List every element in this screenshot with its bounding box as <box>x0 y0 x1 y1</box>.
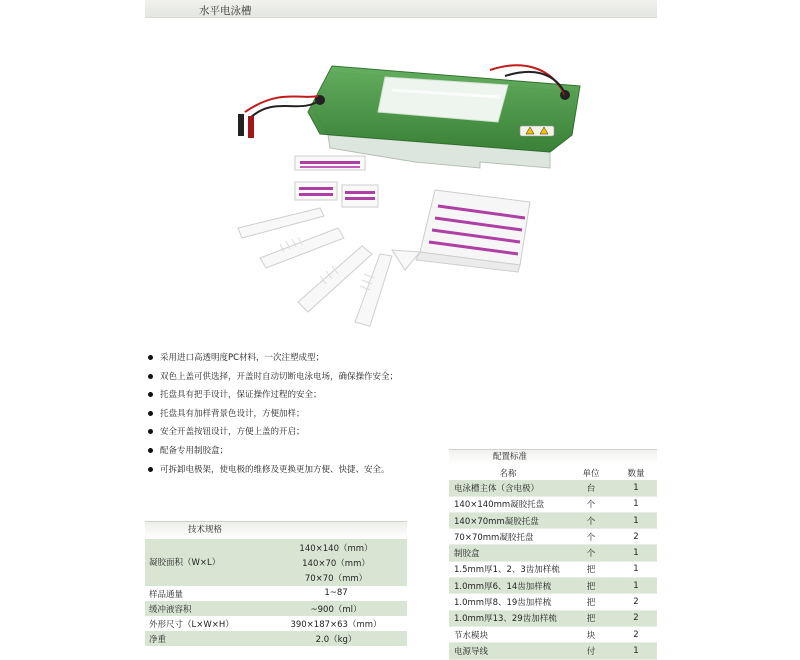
spec-label: 样品通量 <box>149 590 184 600</box>
table-row: 140×70mm凝胶托盘 个 1 <box>449 512 657 528</box>
feature-item: 托盘具有加样背景色设计，方便加样； <box>148 405 398 424</box>
spec-table <box>145 521 407 646</box>
table-header-row <box>449 465 657 480</box>
header-qty: 数量 <box>627 468 645 479</box>
table-row: 1.5mm厚1、2、3齿加样梳 把 1 <box>449 561 657 577</box>
table-row: 电泳槽主体（含电极） 台 1 <box>449 480 657 496</box>
bullet-icon <box>148 448 153 453</box>
spec-value: 140×140（mm） <box>299 544 373 554</box>
feature-item: 双色上盖可供选择，开盖时自动切断电泳电场，确保操作安全； <box>148 368 398 387</box>
header-name: 名称 <box>499 468 517 479</box>
spec-value: ~900（ml） <box>310 605 362 615</box>
spec-value: 1~87 <box>324 588 348 598</box>
table-row: 140×140mm凝胶托盘 个 1 <box>449 496 657 512</box>
table-row <box>145 586 407 601</box>
table-row: 电源导线 付 1 <box>449 643 657 659</box>
spec-label: 缓冲液容积 <box>149 605 192 615</box>
spec-value: 2.0（kg） <box>315 635 357 645</box>
feature-item: 可拆卸电极架，使电极的维修及更换更加方便、快捷、安全。 <box>148 461 398 480</box>
feature-item: 配备专用制胶盒； <box>148 442 398 461</box>
title-bar <box>145 0 657 18</box>
small-gel-trays <box>295 156 378 207</box>
spec-label: 净重 <box>149 635 167 645</box>
table-row <box>145 616 407 631</box>
page-title: 水平电泳槽 <box>199 5 252 17</box>
product-photo <box>220 40 600 340</box>
feature-item: 安全开盖按钮设计，方便上盖的开启； <box>148 423 398 442</box>
bullet-icon <box>148 374 153 379</box>
table-row: 1.0mm厚13、29齿加样梳 把 2 <box>449 610 657 626</box>
spec-value: 390×187×63（mm） <box>290 620 382 630</box>
large-gel-tray <box>416 190 530 272</box>
table-row <box>145 539 407 586</box>
bullet-icon <box>148 392 153 397</box>
config-caption: 配置标准 <box>449 449 657 465</box>
spec-caption: 技术规格 <box>145 521 407 539</box>
bullet-icon <box>148 467 153 472</box>
table-row: 节水模块 块 2 <box>449 626 657 642</box>
spec-value: 140×70（mm） <box>302 559 370 569</box>
table-row: 制胶盒 个 1 <box>449 545 657 561</box>
table-row: 70×70mm凝胶托盘 个 2 <box>449 529 657 545</box>
spec-label: 凝胶面积（W×L） <box>149 558 221 568</box>
feature-item: 托盘具有把手设计，保证操作过程的安全； <box>148 386 398 405</box>
spec-label: 外形尺寸（L×W×H） <box>149 620 234 630</box>
bullet-icon <box>148 411 153 416</box>
spec-value: 70×70（mm） <box>304 574 368 584</box>
table-row <box>145 631 407 646</box>
table-row: 1.0mm厚8、19齿加样梳 把 2 <box>449 594 657 610</box>
bullet-icon <box>148 429 153 434</box>
config-table <box>449 449 657 660</box>
electrophoresis-tank <box>308 66 580 168</box>
bullet-icon <box>148 355 153 360</box>
table-row <box>145 601 407 616</box>
feature-item: 采用进口高透明度PC材料，一次注塑成型； <box>148 349 398 368</box>
sample-combs <box>238 208 420 326</box>
header-unit: 单位 <box>582 468 600 479</box>
feature-list <box>148 349 398 479</box>
table-row: 1.0mm厚6、14齿加样梳 把 1 <box>449 578 657 594</box>
